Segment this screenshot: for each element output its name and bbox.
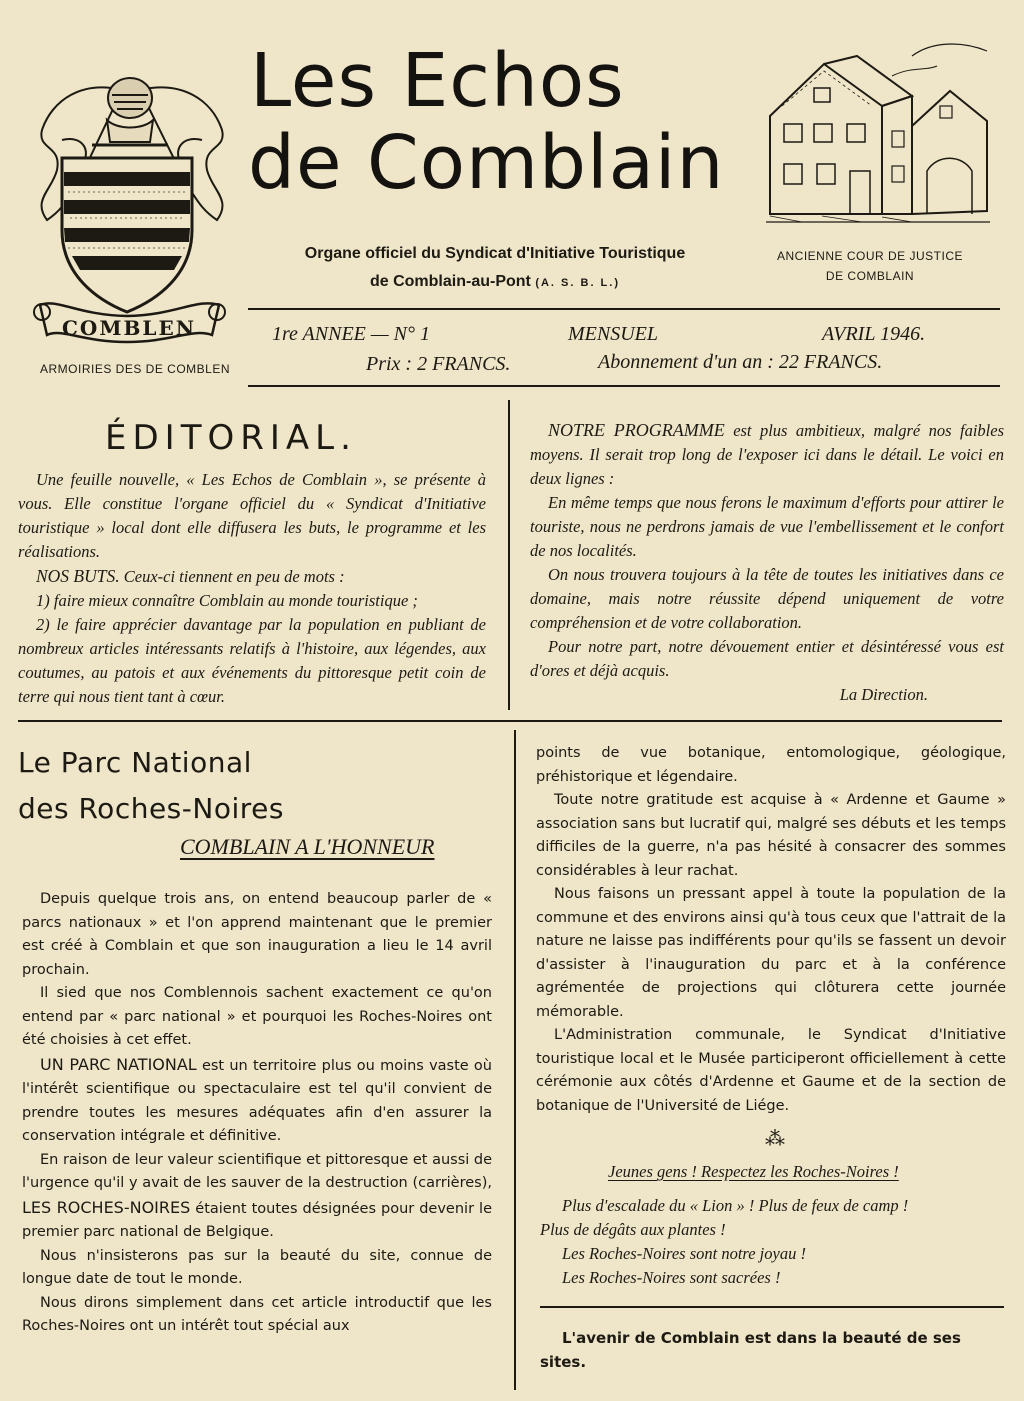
parc-cont-p2: Toute notre gratitude est acquise à « Ardenne et Gaume » association sans but lucratif qui, malgré ses débuts et les temps difficiles de la guerre, n'a pas hésité à consacrer des sommes considérables à leur rachat. (536, 792, 1006, 879)
programme-text: est plus ambitieux, malgré nos faibles moyens. Il serait trop long de l'exposer ici dans le détail. Le voici en deux lignes : (530, 421, 1004, 488)
subtitle-line-2 (250, 273, 740, 291)
editorial-body (18, 468, 486, 709)
youth-line-2: Plus de dégâts aux plantes ! (540, 1220, 726, 1239)
youth-appeal (540, 1194, 1010, 1290)
parc-continued (536, 742, 1006, 1118)
coat-of-arms (22, 50, 237, 350)
editorial-p4: 2) le faire apprécier davantage par la population en publiant de nombreux articles intéressants relatifs à l'histoire, aux légendes, aux coutumes, au patois et aux événements du pittoresque petit coin de terre qui nous tient tant à cœur. (18, 615, 486, 706)
price: Prix : 2 FRANCS. (366, 353, 511, 375)
parc-p4-text-b: étaient toutes désignées pour devenir le premier parc national de Belgique. (22, 1200, 492, 1240)
parc-p3-text: est un territoire plus ou moins vaste où l'intérêt scientifique ou spectaculaire est tel qu'il convient de prendre toutes les mesures adéquates afin d'en assurer la conservation intégrale et définitive. (22, 1057, 492, 1144)
column-divider-bottom (514, 730, 516, 1390)
closing-statement: L'avenir de Comblain est dans la beauté de ses sites. (540, 1329, 961, 1371)
editorial-p1: Une feuille nouvelle, « Les Echos de Comblain », se présente à vous. Elle constitue l'organe officiel du « Syndicat d'Initiative touristique » local dont elle diffusera les buts, le programme et les réalisations. (18, 470, 486, 561)
closing-rule (540, 1306, 1004, 1308)
programme-p2: En même temps que nous ferons le maximum d'efforts pour attirer le touriste, nous ne perdrons jamais de vue l'embellissement et le confort de nos localités. (530, 493, 1004, 560)
parc-p4-lead: LES ROCHES-NOIRES (22, 1197, 191, 1217)
parc-cont-p3: Nous faisons un pressant appel à toute la population de la commune et des environs ainsi qu'à tous ceux que l'attrait de la nature ne laisse pas indifférents pour qu'ils se fassent un devoir d'assister à l'inauguration du parc et à la conférence agrémentée de projections qui clôturera cette journée mémorable. (536, 886, 1006, 1020)
programme-p4: Pour notre part, notre dévouement entier et désintéressé vous est d'ores et déjà acquis. (530, 637, 1004, 680)
editorial-p3: 1) faire mieux connaître Comblain au monde touristique ; (36, 591, 418, 610)
crest-caption: ARMOIRIES DES DE COMBLEN (39, 362, 231, 376)
parc-title-line-2: des Roches-Noires (18, 792, 284, 825)
column-divider-top (508, 400, 510, 710)
parc-p6: Nous dirons simplement dans cet article introductif que les Roches-Noires ont un intérêt tout spécial aux (22, 1294, 492, 1334)
title-line-1: Les Echos (250, 38, 625, 124)
frequency: MENSUEL (568, 323, 658, 345)
asterism: ⁂ (765, 1126, 785, 1150)
programme-body (530, 418, 1004, 707)
parc-subtitle: COMBLAIN A L'HONNEUR (180, 834, 435, 859)
illustration-caption-1: ANCIENNE COUR DE JUSTICE (776, 249, 964, 263)
subtitle-asbl: (A. S. B. L.) (535, 277, 620, 289)
section-rule (18, 720, 1002, 722)
parc-p1: Depuis quelque trois ans, on entend beaucoup parler de « parcs nationaux » et l'on apprend maintenant que le premier est créé à Comblain et que son inauguration a lieu le 14 avril prochain. (22, 891, 492, 978)
youth-line-1: Plus d'escalade du « Lion » ! Plus de feux de camp ! (562, 1196, 909, 1215)
subtitle-line-1: Organe officiel du Syndicat d'Initiative Touristique (304, 245, 686, 262)
newspaper-title (248, 40, 748, 204)
issue-number: 1re ANNEE — N° 1 (272, 323, 431, 345)
masthead-rule-bottom (248, 385, 1000, 387)
subtitle-place: de Comblain-au-Pont (369, 273, 531, 290)
courthouse-illustration (762, 36, 994, 236)
parc-p2: Il sied que nos Comblennois sachent exactement ce qu'on entend par « parc national » et pourquoi les Roches-Noires ont été choisies à cet effet. (22, 985, 492, 1048)
masthead-rule-top (248, 308, 1000, 310)
programme-p3: On nous trouvera toujours à la tête de toutes les initiatives dans ce domaine, mais notre réussite dépend uniquement de votre compréhension et de votre collaboration. (530, 565, 1004, 632)
editorial-p2 (18, 564, 486, 589)
subscription: Abonnement d'un an : 22 FRANCS. (598, 351, 883, 373)
youth-line-3: Les Roches-Noires sont notre joyau ! (562, 1244, 806, 1263)
parc-body (22, 888, 492, 1339)
parc-p3-lead: UN PARC NATIONAL (40, 1054, 197, 1074)
illustration-caption-2: DE COMBLAIN (825, 269, 915, 283)
parc-p3 (22, 1053, 492, 1149)
parc-p4 (22, 1149, 492, 1245)
title-line-2: de Comblain (248, 120, 725, 206)
youth-line-4: Les Roches-Noires sont sacrées ! (562, 1268, 781, 1287)
issue-date: AVRIL 1946. (822, 323, 926, 345)
parc-title-line-1: Le Parc National (18, 746, 252, 779)
parc-title (18, 740, 284, 832)
youth-heading: Jeunes gens ! Respectez les Roches-Noires ! (608, 1162, 899, 1181)
parc-p4-text-a: En raison de leur valeur scientifique et pittoresque et aussi de l'urgence qu'il y avait de les sauver de la destruction (carrières), (22, 1151, 493, 1191)
programme-signature: La Direction. (839, 685, 928, 704)
parc-cont-p4: L'Administration communale, le Syndicat d'Initiative touristique local et le Musée participeront officiellement à cette cérémonie aux côtés d'Ardenne et Gaume et de la section de botanique de l'Université de Liége. (536, 1027, 1006, 1114)
programme-p1 (530, 418, 1004, 491)
parc-p5: Nous n'insisterons pas sur la beauté du site, connue de longue date de tout le monde. (22, 1247, 492, 1287)
parc-cont-p1: points de vue botanique, entomologique, géologique, préhistorique et légendaire. (536, 745, 1006, 785)
editorial-title: ÉDITORIAL. (105, 418, 357, 458)
editorial-aims-lead: NOS BUTS. (36, 566, 120, 586)
editorial-aims-text: Ceux-ci tiennent en peu de mots : (119, 567, 345, 586)
programme-lead: NOTRE PROGRAMME (548, 420, 725, 440)
crest-banner-text: COMBLEN (62, 316, 196, 340)
